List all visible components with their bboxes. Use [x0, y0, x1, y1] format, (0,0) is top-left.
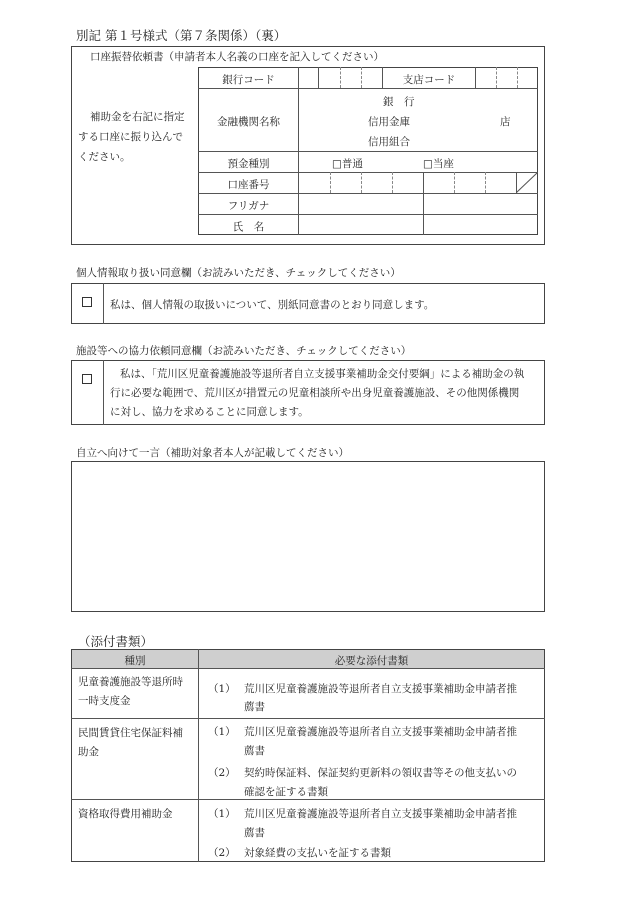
cooperation-text-line-2: 行に必要な範囲で、荒川区が措置元の児童相談所や出身児童養護施設、その他関係機関 [110, 387, 520, 399]
bank-code-input[interactable] [319, 68, 381, 87]
institution-label: 金融機関名称 [217, 116, 280, 128]
row1-type-line-2: 一時支度金 [78, 695, 131, 707]
row2-doc1-line-1: 荒川区児童養護施設等退所者自立支援事業補助金申請者推 [244, 726, 517, 738]
row2-doc1-line-2: 薦書 [244, 745, 265, 757]
row2-doc2-line-2: 確認を証する書類 [244, 786, 328, 798]
row2-doc2-num: （2） [208, 767, 236, 779]
row3-type-line-1: 資格取得費用補助金 [78, 808, 173, 820]
institution-type-shinkin: 信用金庫 [368, 116, 410, 128]
message-section-title: 自立へ向けて一言（補助対象者本人が記載してください） [76, 447, 349, 459]
row1-doc1-line-1: 荒川区児童養護施設等退所者自立支援事業補助金申請者推 [244, 683, 517, 695]
furigana-input[interactable] [300, 195, 536, 213]
row2-type-line-1: 民間賃貸住宅保証料補 [78, 727, 183, 739]
form-title: 別記 第１号様式（第７条関係）（裏） [76, 28, 287, 43]
instruction-line-3: ください。 [78, 151, 131, 163]
deposit-option-ordinary[interactable]: □普通 [332, 158, 363, 170]
privacy-section-title: 個人情報取り扱い同意欄（お読みいただき、チェックしてください） [76, 267, 401, 279]
row2-doc2-line-1: 契約時保証料、保証契約更新料の領収書等その他支払いの [244, 767, 517, 779]
account-number-slash [516, 172, 538, 193]
row3-doc1-line-2: 薦書 [244, 827, 265, 839]
account-number-label: 口座番号 [227, 179, 270, 191]
institution-type-bank: 銀 行 [383, 96, 415, 108]
privacy-consent-text: 私は、個人情報の取扱いについて、別紙同意書のとおり同意します。 [110, 299, 435, 311]
row3-doc1-line-1: 荒川区児童養護施設等退所者自立支援事業補助金申請者推 [244, 808, 517, 820]
branch-suffix: 店 [500, 116, 511, 128]
furigana-label: フリガナ [227, 200, 270, 212]
row3-doc1-num: （1） [208, 808, 236, 820]
row2-type-line-2: 助金 [78, 746, 99, 758]
name-input[interactable] [300, 216, 536, 234]
row2-doc1-num: （1） [208, 726, 236, 738]
instruction-line-1: 補助金を右記に指定 [90, 111, 185, 123]
branch-code-label: 支店コード [402, 74, 456, 86]
deposit-type-label: 預金種別 [227, 158, 270, 170]
row3-doc2-line-1: 対象経費の支払いを証する書類 [244, 847, 391, 859]
account-number-input[interactable] [300, 174, 514, 192]
bank-code-label: 銀行コード [222, 74, 275, 86]
instruction-line-2: する口座に振り込んで [78, 131, 183, 143]
cooperation-section-title: 施設等への協力依頼同意欄（お読みいただき、チェックしてください） [76, 345, 412, 357]
cooperation-text-line-3: に対し、協力を求めることに同意します。 [110, 406, 309, 418]
name-label: 氏 名 [232, 221, 265, 233]
branch-code-input[interactable] [476, 68, 537, 87]
header-docs: 必要な添付書類 [334, 655, 409, 667]
cooperation-consent-checkbox[interactable] [82, 374, 92, 384]
row3-doc2-num: （2） [208, 847, 236, 859]
row1-doc1-line-2: 薦書 [244, 701, 265, 713]
privacy-consent-checkbox[interactable] [82, 297, 92, 307]
header-type: 種別 [124, 655, 146, 667]
row1-doc1-num: （1） [208, 683, 236, 695]
branch-name-input[interactable] [420, 90, 496, 148]
cooperation-text-line-1: 私は、「荒川区児童養護施設等退所者自立支援事業補助金交付要綱」による補助金の執 [120, 368, 525, 380]
deposit-option-current[interactable]: □当座 [423, 158, 454, 170]
institution-type-shinkumi: 信用組合 [368, 136, 410, 148]
institution-name-input[interactable] [300, 90, 362, 148]
message-textarea[interactable] [71, 461, 545, 612]
account-section-title: 口座振替依頼書（申請者本人名義の口座を記入してください） [90, 51, 384, 63]
row1-type-line-1: 児童養護施設等退所時 [78, 676, 183, 688]
attachments-title: （添付書類） [78, 634, 154, 649]
